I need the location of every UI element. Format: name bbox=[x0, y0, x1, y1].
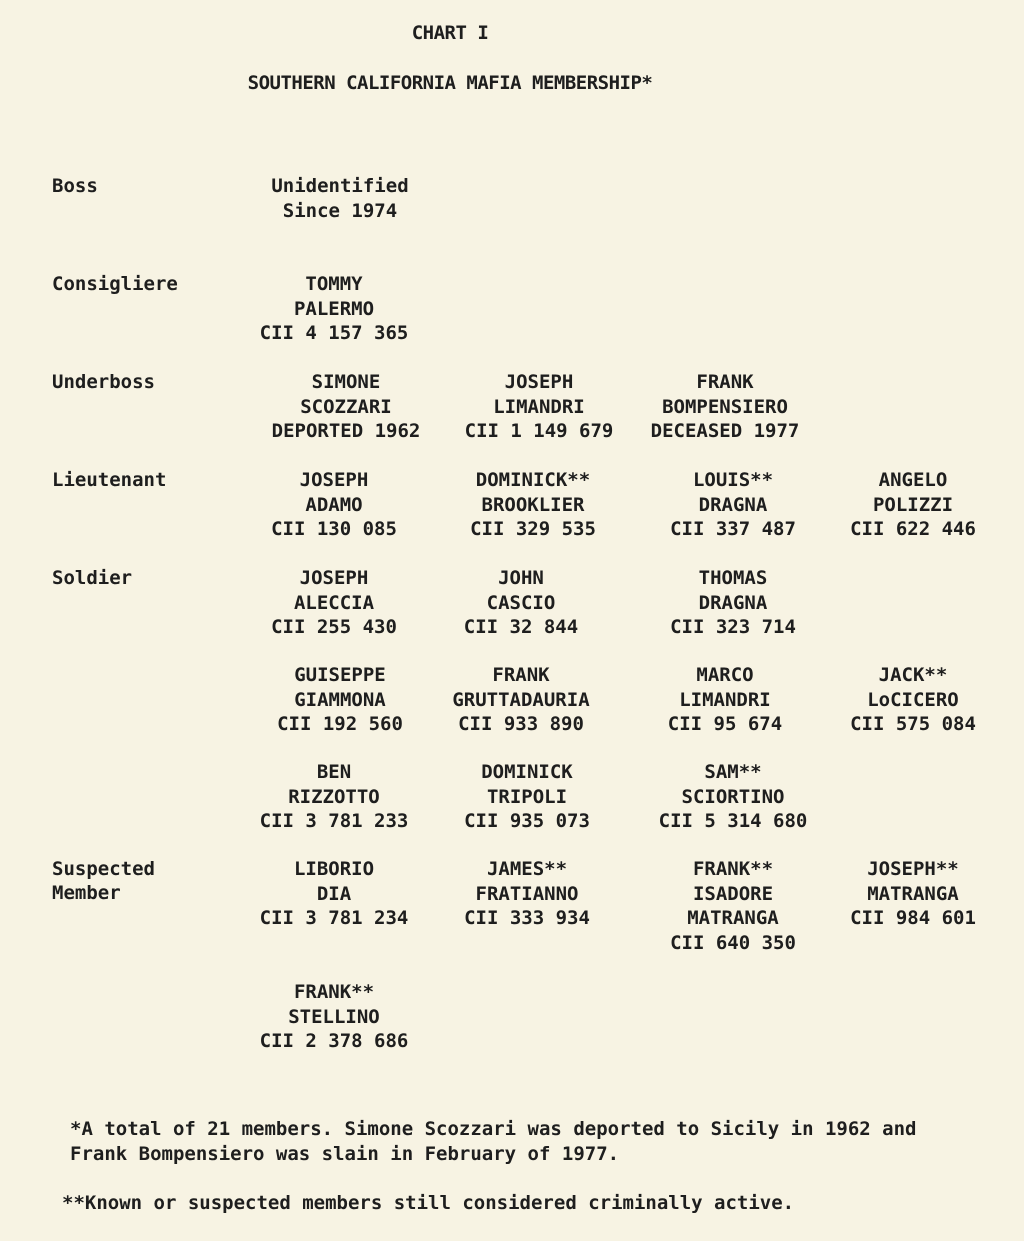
member-detail-line: CII 935 073 bbox=[464, 810, 590, 832]
member-detail-line: CII 333 934 bbox=[464, 907, 590, 929]
member-detail-line: CII 933 890 bbox=[458, 713, 584, 735]
member-detail-line: DRAGNA bbox=[698, 591, 768, 614]
member-detail-line: CII 1 149 679 bbox=[464, 420, 614, 442]
member-detail-line: DEPORTED 1962 bbox=[271, 420, 421, 442]
member-detail-line: RIZZOTTO bbox=[288, 785, 380, 808]
member-first-name: SAM** bbox=[704, 761, 762, 783]
member-entry bbox=[633, 760, 833, 834]
member-detail-line: CII 984 601 bbox=[850, 907, 976, 929]
member-first-name: JOSEPH bbox=[299, 567, 369, 589]
member-detail-line: ADAMO bbox=[305, 493, 363, 516]
member-detail-line: DECEASED 1977 bbox=[650, 420, 800, 442]
member-detail-line: CASCIO bbox=[486, 591, 556, 614]
member-first-name: JACK** bbox=[878, 664, 948, 686]
member-entry bbox=[813, 468, 1013, 542]
member-detail-line: PALERMO bbox=[293, 297, 375, 320]
member-detail-line: SCIORTINO bbox=[681, 785, 785, 808]
member-detail-line: TRIPOLI bbox=[486, 785, 568, 808]
member-first-name: JOSEPH** bbox=[867, 858, 959, 880]
member-first-name: JAMES** bbox=[486, 858, 568, 880]
member-first-name: MARCO bbox=[696, 664, 754, 686]
member-detail-line: MATRANGA bbox=[867, 882, 959, 905]
member-detail-line: DRAGNA bbox=[698, 493, 768, 516]
member-first-name: THOMAS bbox=[698, 567, 768, 589]
member-detail-line: CII 32 844 bbox=[463, 616, 579, 638]
member-first-name: FRANK** bbox=[692, 858, 774, 880]
member-entry bbox=[625, 370, 825, 444]
member-first-name: FRANK** bbox=[293, 981, 375, 1003]
chart-title: CHART I bbox=[411, 22, 489, 44]
member-detail-line: CII 130 085 bbox=[271, 518, 397, 540]
member-detail-line: CII 4 157 365 bbox=[259, 322, 409, 344]
member-detail-line: LoCICERO bbox=[867, 688, 959, 711]
member-entry bbox=[240, 663, 440, 737]
member-detail-line: FRATIANNO bbox=[475, 882, 579, 905]
member-entry bbox=[234, 272, 434, 346]
member-first-name: BEN bbox=[316, 761, 352, 783]
member-entry bbox=[625, 663, 825, 737]
member-detail-line: ISADORE bbox=[692, 882, 774, 905]
footnote-total: *A total of 21 members. Simone Scozzari was deported to Sicily in 1962 and Frank Bompensiero was slain in February of 1977. bbox=[70, 1118, 917, 1165]
member-first-name: ANGELO bbox=[878, 469, 948, 491]
member-first-name: FRANK bbox=[492, 664, 550, 686]
rank-label-suspected-member: Suspected Member bbox=[52, 858, 155, 904]
member-detail-line: POLIZZI bbox=[872, 493, 954, 516]
member-detail-line: CII 575 084 bbox=[850, 713, 976, 735]
member-detail-line: STELLINO bbox=[288, 1005, 380, 1028]
member-detail-line: CII 95 674 bbox=[667, 713, 783, 735]
member-entry bbox=[439, 370, 639, 444]
member-entry bbox=[421, 566, 621, 640]
member-entry bbox=[240, 174, 440, 223]
member-first-name: SIMONE bbox=[311, 371, 381, 393]
member-entry bbox=[234, 857, 434, 931]
member-detail-line: BOMPENSIERO bbox=[662, 395, 788, 418]
member-entry bbox=[427, 857, 627, 931]
member-first-name: JOHN bbox=[498, 567, 544, 589]
member-entry bbox=[813, 857, 1013, 931]
rank-label-lieutenant: Lieutenant bbox=[52, 469, 167, 491]
member-entry bbox=[421, 663, 621, 737]
footnote-active: **Known or suspected members still considered criminally active. bbox=[62, 1192, 795, 1214]
member-detail-line: MATRANGA bbox=[687, 907, 779, 929]
chart-subtitle: SOUTHERN CALIFORNIA MAFIA MEMBERSHIP* bbox=[247, 72, 653, 94]
member-first-name: JOSEPH bbox=[299, 469, 369, 491]
member-first-name: DOMINICK bbox=[481, 761, 573, 783]
member-detail-line: DIA bbox=[316, 882, 352, 905]
rank-label-soldier: Soldier bbox=[52, 567, 133, 589]
member-detail-line: GRUTTADAURIA bbox=[452, 688, 590, 711]
member-detail-line: LIMANDRI bbox=[493, 395, 585, 418]
member-detail-line: CII 329 535 bbox=[470, 518, 596, 540]
member-detail-line: CII 192 560 bbox=[277, 713, 403, 735]
member-detail-line: CII 5 314 680 bbox=[658, 810, 808, 832]
member-detail-line: CII 622 446 bbox=[850, 518, 976, 540]
member-detail-line: BROOKLIER bbox=[481, 493, 585, 516]
member-first-name: DOMINICK** bbox=[475, 469, 591, 491]
member-detail-line: Since 1974 bbox=[282, 199, 398, 222]
member-entry bbox=[234, 980, 434, 1054]
member-entry bbox=[633, 857, 833, 955]
member-first-name: LOUIS** bbox=[692, 469, 774, 491]
member-detail-line: CII 323 714 bbox=[670, 616, 796, 638]
member-first-name: LIBORIO bbox=[293, 858, 375, 880]
member-entry bbox=[433, 468, 633, 542]
member-detail-line: SCOZZARI bbox=[300, 395, 392, 418]
member-first-name: Unidentified bbox=[271, 175, 409, 197]
member-detail-line: CII 2 378 686 bbox=[259, 1030, 409, 1052]
member-entry bbox=[246, 370, 446, 444]
member-entry bbox=[234, 468, 434, 542]
member-detail-line: CII 337 487 bbox=[670, 518, 796, 540]
member-entry bbox=[234, 566, 434, 640]
member-detail-line: LIMANDRI bbox=[679, 688, 771, 711]
member-entry bbox=[813, 663, 1013, 737]
member-entry bbox=[633, 468, 833, 542]
member-detail-line: ALECCIA bbox=[293, 591, 375, 614]
member-detail-line: CII 640 350 bbox=[670, 931, 796, 954]
member-detail-line: GIAMMONA bbox=[294, 688, 386, 711]
member-entry bbox=[234, 760, 434, 834]
member-entry bbox=[427, 760, 627, 834]
rank-label-boss: Boss bbox=[52, 175, 98, 197]
member-detail-line: CII 255 430 bbox=[271, 616, 397, 638]
member-first-name: FRANK bbox=[696, 371, 754, 393]
member-detail-line: CII 3 781 233 bbox=[259, 810, 409, 832]
member-entry bbox=[633, 566, 833, 640]
rank-label-underboss: Underboss bbox=[52, 371, 155, 393]
member-first-name: GUISEPPE bbox=[294, 664, 386, 686]
member-first-name: JOSEPH bbox=[504, 371, 574, 393]
member-detail-line: CII 3 781 234 bbox=[259, 907, 409, 929]
rank-label-consigliere: Consigliere bbox=[52, 273, 178, 295]
member-first-name: TOMMY bbox=[305, 273, 363, 295]
